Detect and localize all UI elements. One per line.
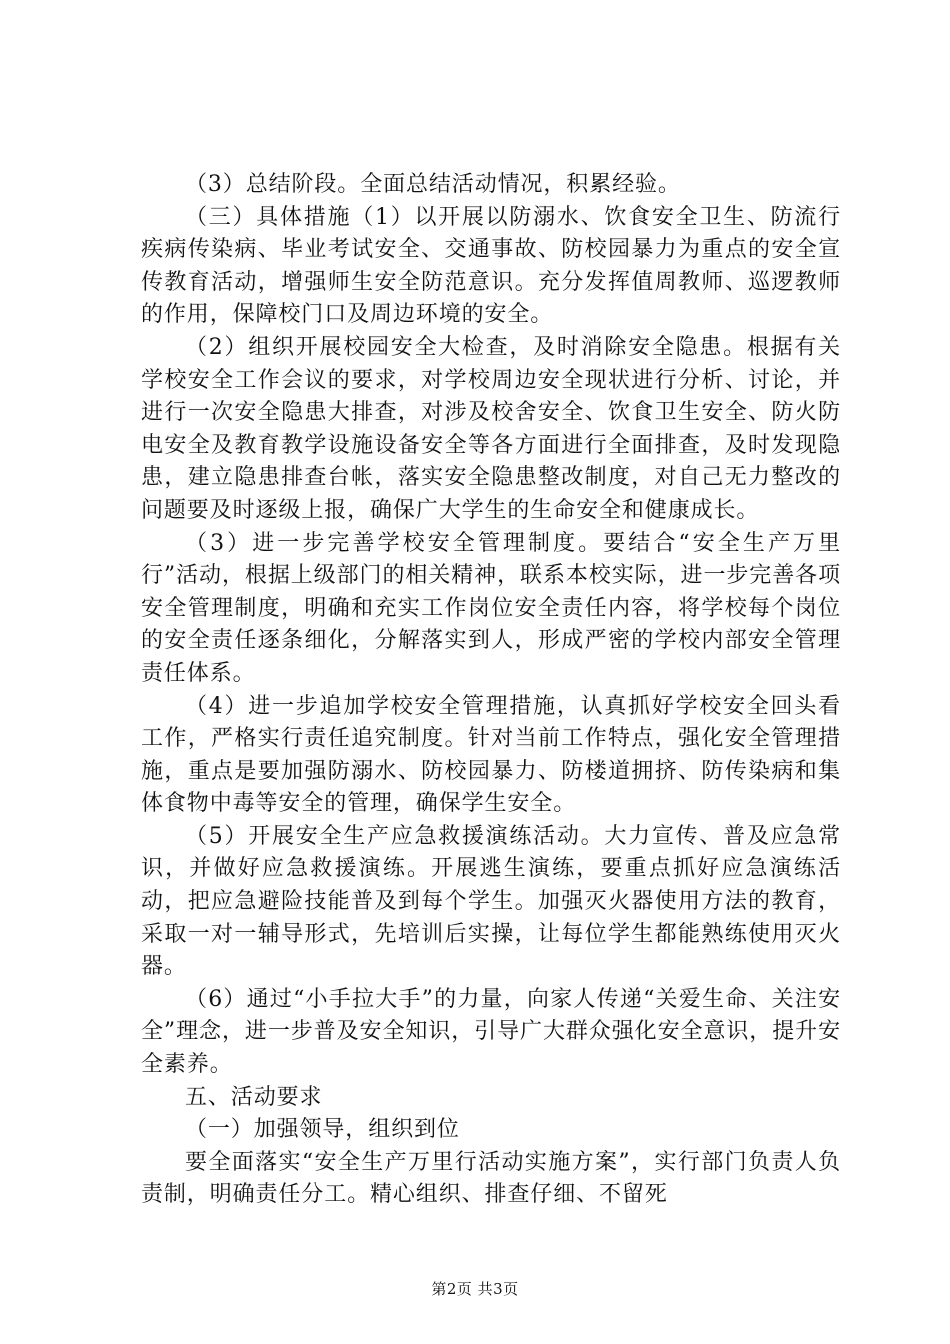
document-body (141, 169, 841, 1212)
paragraph-small-hands: （6）通过“小手拉大手”的力量，向家人传递“关爱生命、关注安全”理念，进一步普及安全知识，引导广大群众强化安全意识，提升安全素养。 (141, 986, 841, 1078)
paragraph-management-measures: （4）进一步追加学校安全管理措施，认真抓好学校安全回头看工作，严格实行责任追究制度。针对当前工作特点，强化安全管理措施，重点是要加强防溺水、防校园暴力、防楼道拥挤、防传染病和集体食物中毒等安全的管理，确保学生安全。 (141, 693, 841, 817)
sub-heading: （一）加强领导，组织到位 (185, 1117, 460, 1143)
page-footer: 第2页 共3页 (431, 1280, 519, 1298)
paragraph-summary-stage: （3）总结阶段。全面总结活动情况，积累经验。 (185, 172, 681, 197)
paragraph-management-system: （3）进一步完善学校安全管理制度。要结合“安全生产万里行”活动，根据上级部门的相关精神，联系本校实际，进一步完善各项安全管理制度，明确和充实工作岗位安全责任内容，将学校每个岗位的安全责任逐条细化，分解落实到人，形成严密的学校内部安全管理责任体系。 (141, 530, 841, 686)
paragraph-specific-measures: （三）具体措施（1）以开展以防溺水、饮食安全卫生、防流行疾病传染病、毕业考试安全、交通事故、防校园暴力为重点的安全宣传教育活动，增强师生安全防范意识。充分发挥值周教师、巡逻教师的作用，保障校门口及周边环境的安全。 (141, 204, 841, 328)
section-heading: 五、活动要求 (185, 1084, 323, 1110)
paragraph-safety-inspection: （2）组织开展校园安全大检查，及时消除安全隐患。根据有关学校安全工作会议的要求，对学校周边安全现状进行分析、讨论，并进行一次安全隐患大排查，对涉及校舍安全、饮食卫生安全、防火防电安全及教育教学设施设备安全等各方面进行全面排查，及时发现隐患，建立隐患排查台帐，落实安全隐患整改制度，对自己无力整改的问题要及时逐级上报，确保广大学生的生命安全和健康成长。 (141, 334, 841, 523)
paragraph-implementation: 要全面落实“安全生产万里行活动实施方案”，实行部门负责人负责制，明确责任分工。精心组织、排查仔细、不留死 (141, 1149, 841, 1208)
paragraph-emergency-drill: （5）开展安全生产应急救援演练活动。大力宣传、普及应急常识，并做好应急救援演练。开展逃生演练，要重点抓好应急演练活动，把应急避险技能普及到每个学生。加强灭火器使用方法的教育，采取一对一辅导形式，先培训后实操，让每位学生都能熟练使用灭火器。 (141, 823, 841, 980)
